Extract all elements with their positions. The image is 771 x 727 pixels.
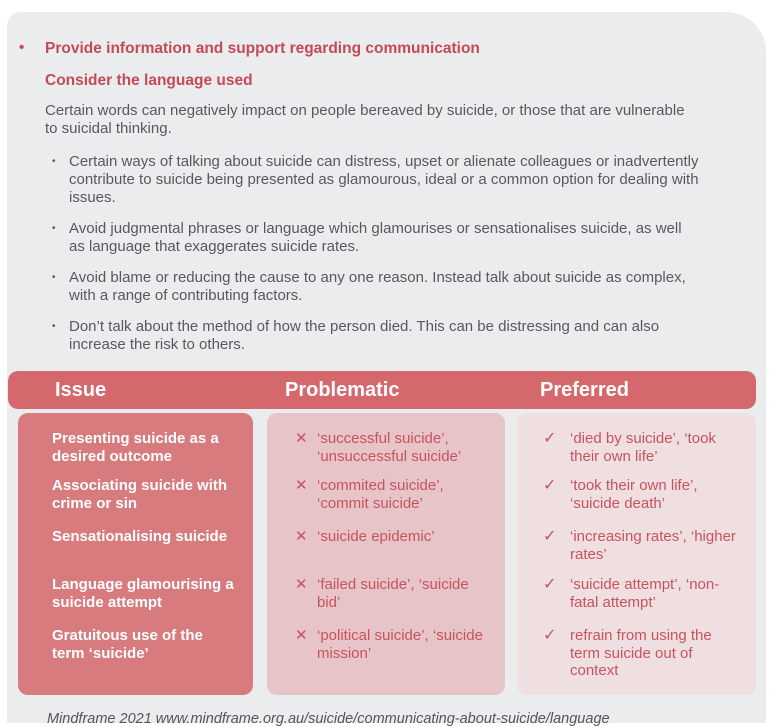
cross-icon: ✕ <box>295 528 308 546</box>
check-icon: ✓ <box>543 477 557 495</box>
bullet-icon: • <box>52 223 56 235</box>
preferred-text: refrain from using the term suicide out of context <box>570 627 712 680</box>
list-item-text: Avoid blame or reducing the cause to any one reason. Instead talk about suicide as complex, with a range of contributing factors. <box>69 269 686 305</box>
column-header-issue: Issue <box>55 379 107 402</box>
preferred-column <box>517 413 756 695</box>
cross-icon: ✕ <box>295 477 308 495</box>
content-panel <box>7 12 766 727</box>
table-body <box>8 413 756 695</box>
bullet-icon: • <box>52 272 56 284</box>
bullet-icon: • <box>52 321 56 333</box>
cross-icon: ✕ <box>295 430 308 448</box>
language-table <box>8 371 756 695</box>
problematic-cell <box>295 627 493 662</box>
subsection-heading: Consider the language used <box>45 71 253 89</box>
list-item-text: Don’t talk about the method of how the person died. This can be distressing and can also increase the risk to others. <box>69 318 660 354</box>
intro-section <box>7 12 766 354</box>
bullet-icon: • <box>52 156 56 168</box>
problematic-text: ‘suicide epidemic’ <box>317 528 435 546</box>
list-item <box>52 220 700 256</box>
problematic-text: ‘failed suicide’, ‘suicide bid’ <box>317 576 469 611</box>
preferred-text: ‘increasing rates’, ‘higher rates’ <box>570 528 736 563</box>
column-header-problematic: Problematic <box>285 379 400 402</box>
check-icon: ✓ <box>543 627 557 645</box>
bullet-icon: • <box>19 39 25 56</box>
preferred-text: ‘died by suicide’, ‘took their own life’ <box>570 430 716 465</box>
problematic-text: ‘political suicide’, ‘suicide mission’ <box>317 627 483 662</box>
list-item <box>52 318 700 354</box>
list-item-text: Avoid judgmental phrases or language which glamourises or sensationalises suicide, as well as language that exaggerates suicide rates. <box>69 220 682 256</box>
problematic-cell <box>295 576 493 627</box>
issue-cell: Language glamourising a suicide attempt <box>52 576 234 611</box>
intro-paragraph: Certain words can negatively impact on people bereaved by suicide, or those that are vulnerable to suicidal thinking. <box>45 102 685 138</box>
issue-cell: Presenting suicide as a desired outcome <box>52 430 219 465</box>
preferred-cell <box>543 576 742 627</box>
preferred-cell <box>543 477 742 528</box>
preferred-cell <box>543 627 742 680</box>
problematic-cell <box>295 477 493 528</box>
issue-column <box>18 413 253 695</box>
problematic-column <box>267 413 505 695</box>
preferred-cell <box>543 528 742 576</box>
issue-cell: Associating suicide with crime or sin <box>52 477 228 512</box>
list-item-text: Certain ways of talking about suicide can distress, upset or alienate colleagues or inadvertently contribute to suicide being presented as glamourous, ideal or a common option for dealing with issues. <box>69 153 699 207</box>
issue-cell: Sensationalising suicide <box>52 528 228 546</box>
check-icon: ✓ <box>543 528 557 546</box>
problematic-text: ‘commited suicide’, ‘commit suicide’ <box>317 477 444 512</box>
problematic-cell <box>295 430 493 477</box>
problematic-cell <box>295 528 493 576</box>
section-heading: Provide information and support regarding communication <box>45 40 480 57</box>
issue-cell: Gratuitous use of the term ‘suicide’ <box>52 627 203 662</box>
check-icon: ✓ <box>543 576 557 594</box>
list-item <box>52 269 700 305</box>
list-item <box>52 153 700 207</box>
preferred-text: ‘suicide attempt’, ‘non-fatal attempt’ <box>570 576 720 611</box>
cross-icon: ✕ <box>295 627 308 645</box>
table-header-row <box>8 371 756 409</box>
check-icon: ✓ <box>543 430 557 448</box>
preferred-text: ‘took their own life’, ‘suicide death’ <box>570 477 698 512</box>
cross-icon: ✕ <box>295 576 308 594</box>
citation: Mindframe 2021 www.mindframe.org.au/suicide/communicating-about-suicide/language <box>47 710 610 727</box>
column-header-preferred: Preferred <box>540 379 629 402</box>
problematic-text: ‘successful suicide’, ‘unsuccessful suicide’ <box>317 430 462 465</box>
preferred-cell <box>543 430 742 477</box>
